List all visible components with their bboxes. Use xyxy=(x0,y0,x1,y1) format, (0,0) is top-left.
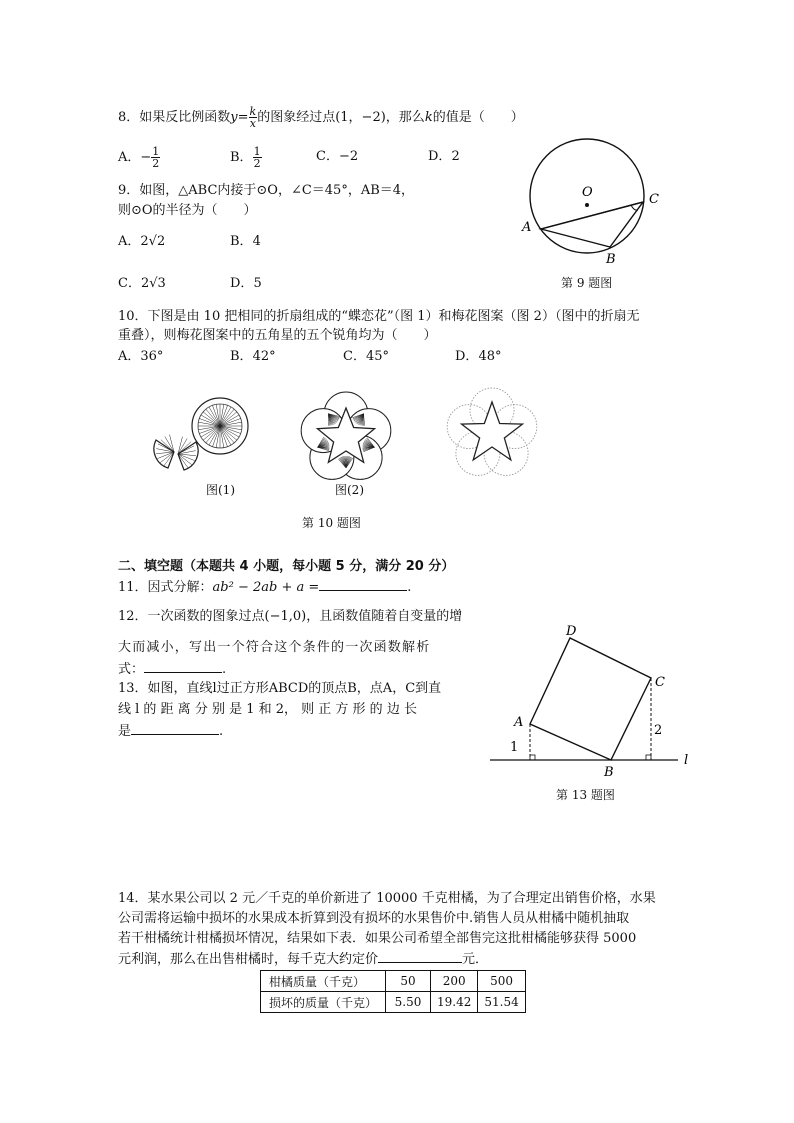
chord-ac-inner xyxy=(541,202,643,229)
q8-frac-den: x xyxy=(249,117,256,130)
option-text: 2√2 xyxy=(140,234,166,249)
square-abcd xyxy=(530,638,651,760)
option-sign: − xyxy=(140,150,152,165)
table-cell: 51.54 xyxy=(478,992,525,1013)
q10-fig2-plum-with-fans xyxy=(296,388,396,484)
table-cell: 200 xyxy=(431,971,478,992)
option-label: B． xyxy=(230,349,253,364)
table-row-label: 柑橘质量（千克） xyxy=(261,971,386,992)
q9-option-a xyxy=(118,233,165,251)
label-b: B xyxy=(606,252,616,267)
q10-option-d xyxy=(455,348,501,366)
q8-mid: 的图象经过点(1，−2)，那么 xyxy=(257,110,425,125)
q14-line3: 若干柑橘统计柑橘损坏情况，结果如下表．如果公司希望全部售完这批柑橘能够获得 5000 xyxy=(118,931,637,946)
q13-line2: 线 l 的 距 离 分 别 是 1 和 2， 则 正 方 形 的 边 长 xyxy=(118,702,417,717)
option-label: C． xyxy=(343,349,366,364)
q9-line2: 则⊙O的半径为（ ） xyxy=(118,203,257,218)
q8-option-b-fraction xyxy=(253,146,262,169)
q13-caption: 第 13 题图 xyxy=(556,788,615,802)
q11-expression: ab² − 2ab + a = xyxy=(212,580,320,595)
table-row-label: 损坏的质量（千克） xyxy=(261,992,386,1013)
option-text: 5 xyxy=(253,276,262,291)
question-8 xyxy=(118,106,524,129)
q11-end: . xyxy=(407,580,412,595)
q14-data-table xyxy=(260,970,526,1013)
table-row xyxy=(261,971,526,992)
q10-fig1-butterfly xyxy=(148,392,258,482)
q8-var-k: k xyxy=(424,110,433,125)
question-11 xyxy=(118,578,411,597)
q8-frac-num: k xyxy=(249,105,257,118)
section-2-heading: 二、填空题（本题共 4 小题，每小题 5 分，满分 20 分） xyxy=(118,559,455,574)
option-label: B． xyxy=(230,150,253,165)
label-d2: 2 xyxy=(654,723,663,738)
center-dot xyxy=(585,203,589,207)
option-label: C． xyxy=(316,149,339,164)
option-text: 36° xyxy=(140,349,164,364)
option-label: D． xyxy=(230,276,254,291)
q9-option-d xyxy=(230,275,262,293)
q10-option-c xyxy=(343,348,389,366)
frac-den: 2 xyxy=(152,157,160,170)
q8-option-b xyxy=(230,146,262,169)
option-label: D． xyxy=(455,349,479,364)
q11-lead: 11．因式分解： xyxy=(118,580,213,595)
q9-caption: 第 9 题图 xyxy=(561,276,613,290)
fan-circle-upper xyxy=(192,398,248,454)
q12-line2: 大而减小，写出一个符合这个条件的一次函数解析 xyxy=(118,640,431,655)
frac-num: 1 xyxy=(152,145,160,158)
option-text: −2 xyxy=(338,149,359,164)
q8-option-a xyxy=(118,146,160,169)
q8-lead: 8．如果反比例函数 xyxy=(118,110,231,125)
q13-square-figure xyxy=(486,624,696,780)
q14-end: 元． xyxy=(462,952,489,967)
table-cell: 50 xyxy=(386,971,431,992)
q14-line4 xyxy=(118,950,488,969)
q9-option-c xyxy=(118,275,166,293)
table-cell: 5.50 xyxy=(386,992,431,1013)
label-d: D xyxy=(566,624,577,639)
q10-fig2-label: 图(2) xyxy=(335,483,364,497)
q14-line1: 14．某水果公司以 2 元／千克的单价新进了 10000 千克柑橘，为了合理定出销售价格，水果 xyxy=(118,891,656,906)
q10-caption: 第 10 题图 xyxy=(302,516,361,530)
q13-lead: 是 xyxy=(118,724,132,739)
q13-line1: 13．如图，直线l过正方形ABCD的顶点B，点A，C到直 xyxy=(118,681,442,696)
q13-end: . xyxy=(219,724,224,739)
right-angle-c xyxy=(646,755,651,760)
q12-end: . xyxy=(222,662,227,677)
table-cell: 500 xyxy=(478,971,525,992)
q9-option-b xyxy=(230,233,261,251)
q13-line3 xyxy=(118,722,223,741)
option-text: 48° xyxy=(478,349,502,364)
q10-line2: 重叠），则梅花图案中的五角星的五个锐角均为（ ） xyxy=(118,328,437,343)
q10-line1: 10．下图是由 10 把相同的折扇组成的“蝶恋花”（图 1）和梅花图案（图 2）（图中的折扇无 xyxy=(118,309,640,324)
option-label: A． xyxy=(118,349,141,364)
q8-func-y: y xyxy=(230,110,238,125)
label-c: C xyxy=(655,675,665,690)
q13-answer-blank[interactable] xyxy=(131,722,219,735)
q9-line1: 9．如图，△ABC内接于⊙O，∠C＝45°，AB＝4， xyxy=(118,183,415,198)
option-text: 4 xyxy=(252,234,261,249)
q12-line3 xyxy=(118,660,226,679)
q12-lead: 式： xyxy=(118,662,145,677)
q8-option-d xyxy=(428,148,460,166)
q8-fraction xyxy=(249,106,258,129)
q10-option-a xyxy=(118,348,163,366)
label-c: C xyxy=(649,192,659,207)
q8-option-a-fraction xyxy=(151,146,160,169)
label-d1: 1 xyxy=(510,740,519,755)
q14-answer-blank[interactable] xyxy=(378,950,462,963)
q14-line2: 公司需将运输中损坏的水果成本折算到没有损坏的水果售价中.销售人员从柑橘中随机抽取 xyxy=(118,911,630,926)
option-text: 2√3 xyxy=(140,276,166,291)
option-label: C． xyxy=(118,276,141,291)
q10-fig1-label: 图(1) xyxy=(206,483,235,497)
q10-option-b xyxy=(230,348,276,366)
table-cell: 19.42 xyxy=(431,992,478,1013)
label-b: B xyxy=(604,765,614,780)
option-text: 2 xyxy=(451,149,460,164)
right-angle-a xyxy=(530,755,535,760)
fig2-group xyxy=(301,392,391,479)
frac-num: 1 xyxy=(253,145,261,158)
q12-answer-blank[interactable] xyxy=(144,660,222,673)
q8-tail: 的值是（ ） xyxy=(432,110,524,125)
label-l: l xyxy=(684,753,689,768)
label-o: O xyxy=(582,185,593,200)
option-label: B． xyxy=(230,234,253,249)
frac-den: 2 xyxy=(253,157,261,170)
q14-lead: 元利润，那么在出售柑橘时，每千克大约定价 xyxy=(118,952,379,967)
fan-pair-lower xyxy=(154,435,198,470)
option-text: 42° xyxy=(252,349,276,364)
option-text: 45° xyxy=(365,349,389,364)
q9-circle-figure xyxy=(510,114,690,274)
q8-option-c xyxy=(316,148,358,166)
label-a: A xyxy=(522,220,532,235)
option-label: A． xyxy=(118,150,141,165)
q12-line1: 12．一次函数的图象过点(−1,0)，且函数值随着自变量的增 xyxy=(118,609,463,624)
option-label: A． xyxy=(118,234,141,249)
q8-eq: = xyxy=(237,110,249,125)
fig3-group xyxy=(447,388,537,475)
table-row xyxy=(261,992,526,1013)
q11-answer-blank[interactable] xyxy=(319,578,407,591)
label-a: A xyxy=(514,715,524,730)
option-label: D． xyxy=(428,149,452,164)
q10-fig3-plum-star xyxy=(442,384,542,480)
